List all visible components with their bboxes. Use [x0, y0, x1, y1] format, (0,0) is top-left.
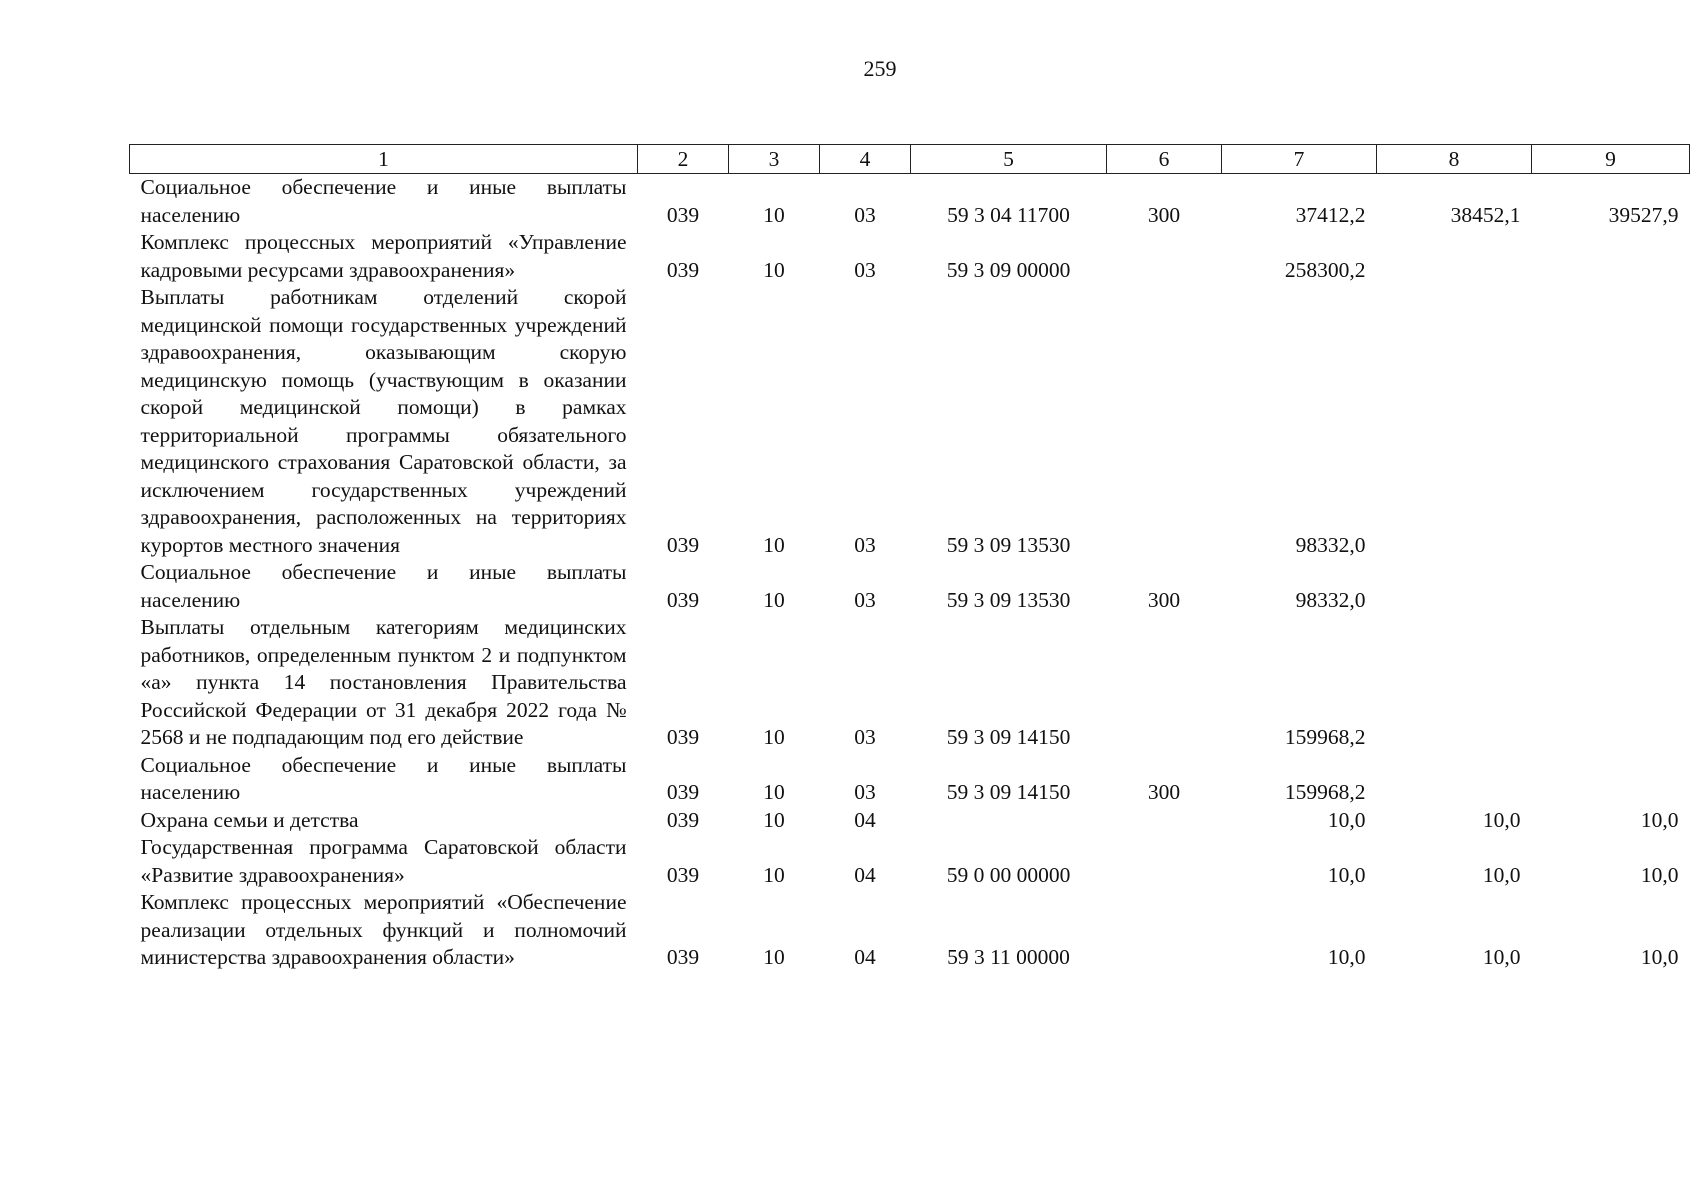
- ministry-code: 039: [666, 862, 700, 887]
- section-code: 10: [763, 862, 785, 887]
- table-row: [130, 559, 1690, 614]
- amount-col8: [1377, 284, 1532, 559]
- row-name: Социальное обеспечение и иные выплаты населению: [140, 175, 627, 227]
- section-code: 10: [763, 257, 785, 282]
- section-code: 10: [763, 780, 785, 804]
- ministry-code: 039: [666, 725, 700, 749]
- amount-col9: 10,0: [1640, 862, 1679, 887]
- section-code: 10: [763, 202, 785, 227]
- row-name: Социальное обеспечение и иные выплаты населению: [140, 752, 627, 804]
- column-header: 1: [130, 145, 638, 174]
- amount-col8: [1377, 614, 1532, 752]
- table-row: [130, 807, 1690, 835]
- subsection-code: 03: [854, 257, 876, 282]
- column-header: 3: [729, 145, 820, 174]
- amount-col8: [1377, 752, 1532, 807]
- column-header: 2: [638, 145, 729, 174]
- subsection-code: 04: [854, 862, 876, 887]
- amount-col9: [1532, 284, 1690, 559]
- section-code: 10: [763, 725, 785, 749]
- page-number: 259: [863, 56, 897, 81]
- section-code: 10: [763, 532, 785, 557]
- row-name: Комплекс процессных мероприятий «Обеспечение реализации отдельных функций и полномочий министерства здравоохранения области»: [140, 890, 627, 969]
- amount-col7: 10,0: [1327, 945, 1366, 969]
- amount-col9: 10,0: [1640, 945, 1679, 969]
- amount-col8: [1377, 559, 1532, 614]
- subsection-code: 03: [854, 532, 876, 557]
- subsection-code: 03: [854, 725, 876, 749]
- target-article-code: 59 3 11 00000: [947, 945, 1070, 969]
- amount-col7: 37412,2: [1295, 202, 1366, 227]
- column-header: 5: [911, 145, 1107, 174]
- amount-col9: [1532, 752, 1690, 807]
- row-name: Социальное обеспечение и иные выплаты населению: [140, 560, 627, 612]
- table-row: [130, 889, 1690, 972]
- ministry-code: 039: [666, 532, 700, 557]
- amount-col8: 10,0: [1482, 862, 1521, 887]
- target-article-code: [911, 807, 1107, 835]
- target-article-code: 59 3 09 13530: [946, 587, 1071, 612]
- row-name: Выплаты работникам отделений скорой медицинской помощи государственных учреждений здравоохранения, оказывающим скорую медицинскую помощь (участвующим в оказании скорой медицинской помощи) в рамках территориальной программы обязательного медицинского страхования Саратовской области, за исключением государственных учреждений здравоохранения, расположенных на территориях курортов местного значения: [140, 285, 627, 557]
- table-row: [130, 834, 1690, 889]
- subsection-code: 03: [854, 587, 876, 612]
- amount-col7: 98332,0: [1295, 587, 1366, 612]
- section-code: 10: [763, 587, 785, 612]
- amount-col8: 10,0: [1482, 945, 1521, 969]
- column-header: 7: [1222, 145, 1377, 174]
- target-article-code: 59 3 09 14150: [946, 725, 1071, 749]
- expense-type-code: 300: [1147, 780, 1181, 804]
- target-article-code: 59 3 09 13530: [946, 532, 1071, 557]
- amount-col9: 10,0: [1640, 807, 1679, 832]
- ministry-code: 039: [666, 257, 700, 282]
- expense-type-code: [1107, 889, 1222, 972]
- table-row: [130, 752, 1690, 807]
- row-name: Государственная программа Саратовской области «Развитие здравоохранения»: [140, 835, 627, 887]
- amount-col9: [1532, 559, 1690, 614]
- target-article-code: 59 3 04 11700: [947, 202, 1070, 227]
- target-article-code: 59 3 09 14150: [946, 780, 1071, 804]
- column-header: 8: [1377, 145, 1532, 174]
- amount-col7: 10,0: [1327, 862, 1366, 887]
- expense-type-code: [1107, 229, 1222, 284]
- expense-type-code: [1107, 807, 1222, 835]
- amount-col7: 258300,2: [1284, 257, 1366, 282]
- ministry-code: 039: [666, 587, 700, 612]
- section-code: 10: [763, 945, 785, 969]
- table-row: [130, 174, 1690, 230]
- subsection-code: 03: [854, 780, 876, 804]
- amount-col9: 39527,9: [1608, 202, 1679, 227]
- ministry-code: 039: [666, 807, 700, 832]
- row-name: Охрана семьи и детства: [140, 807, 359, 832]
- amount-col8: 10,0: [1482, 807, 1521, 832]
- amount-col7: 159968,2: [1284, 780, 1366, 804]
- amount-col7: 98332,0: [1295, 532, 1366, 557]
- amount-col7: 10,0: [1327, 807, 1366, 832]
- amount-col7: 159968,2: [1284, 725, 1366, 749]
- ministry-code: 039: [666, 202, 700, 227]
- subsection-code: 03: [854, 202, 876, 227]
- table-row: [130, 229, 1690, 284]
- amount-col8: 38452,1: [1450, 202, 1521, 227]
- expense-type-code: 300: [1147, 202, 1181, 227]
- target-article-code: 59 3 09 00000: [946, 257, 1071, 282]
- expense-type-code: [1107, 614, 1222, 752]
- column-number-header: [130, 145, 1690, 174]
- column-header: 4: [820, 145, 911, 174]
- amount-col9: [1532, 614, 1690, 752]
- row-name: Выплаты отдельным категориям медицинских работников, определенным пунктом 2 и подпунктом «а» пункта 14 постановления Правительства Российской Федерации от 31 декабря 2022 года № 2568 и не подпадающим под его действие: [140, 615, 627, 749]
- target-article-code: 59 0 00 00000: [946, 862, 1071, 887]
- budget-table: [129, 144, 1690, 972]
- subsection-code: 04: [854, 807, 876, 832]
- amount-col8: [1377, 229, 1532, 284]
- expense-type-code: [1107, 834, 1222, 889]
- row-name: Комплекс процессных мероприятий «Управление кадровыми ресурсами здравоохранения»: [140, 230, 627, 282]
- ministry-code: 039: [666, 780, 700, 804]
- table-row: [130, 614, 1690, 752]
- expense-type-code: [1107, 284, 1222, 559]
- table-row: [130, 284, 1690, 559]
- ministry-code: 039: [666, 945, 700, 969]
- expense-type-code: 300: [1147, 587, 1181, 612]
- amount-col9: [1532, 229, 1690, 284]
- column-header: 9: [1532, 145, 1690, 174]
- section-code: 10: [763, 807, 785, 832]
- subsection-code: 04: [854, 945, 876, 969]
- column-header: 6: [1107, 145, 1222, 174]
